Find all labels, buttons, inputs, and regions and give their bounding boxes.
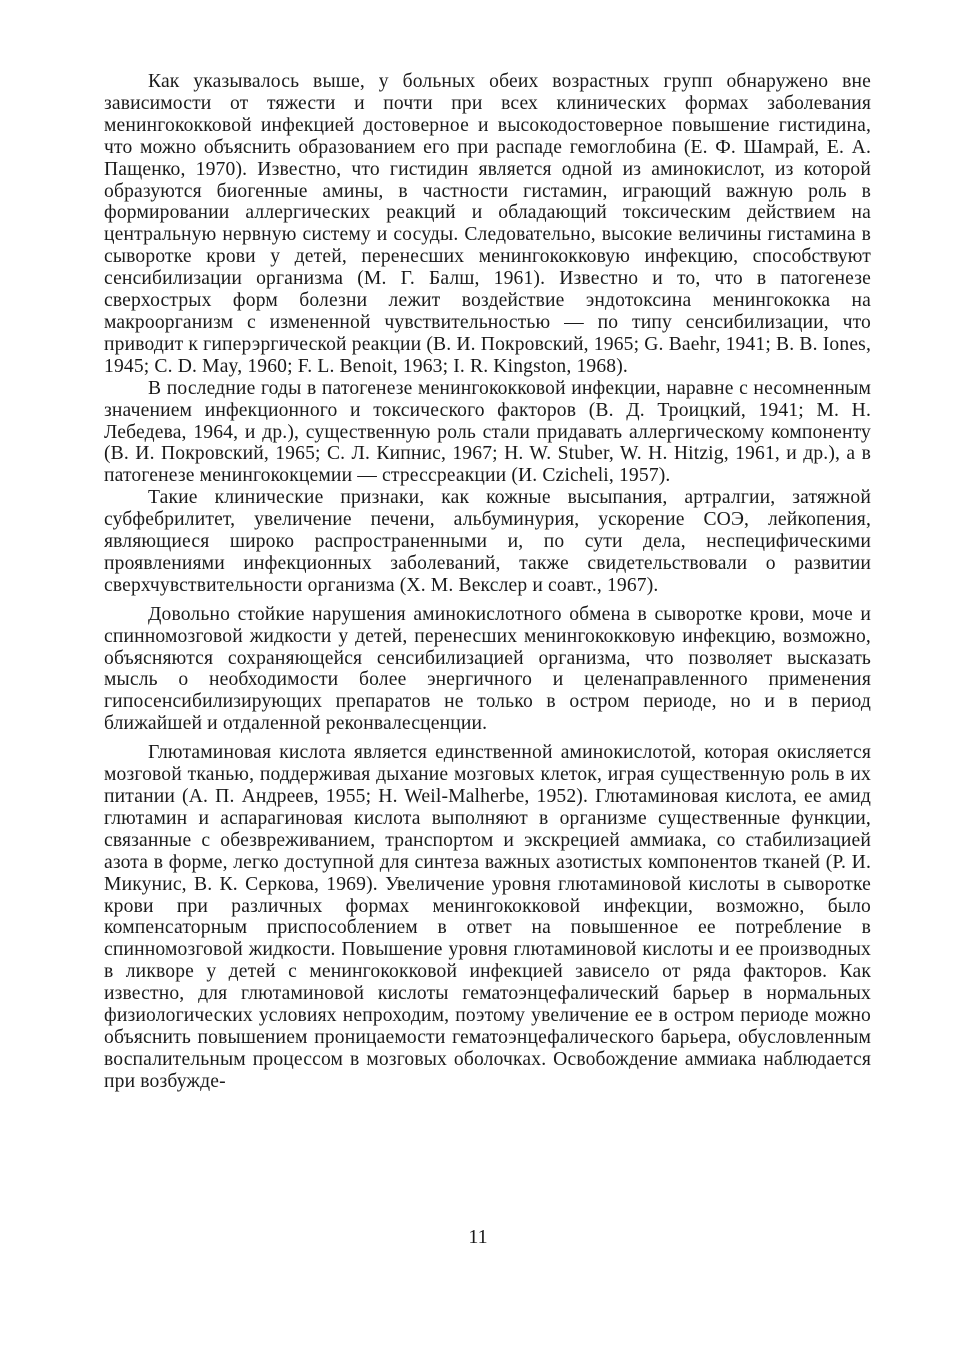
paragraph-pathogenesis: В последние годы в патогенезе менингококковой инфекции, наравне с несомненным значением инфекционного и токсического факторов (В. Д. Троицкий, 1941; М. Н. Лебедева, 1964, и др.), существенную роль стали придавать аллергическому компоненту (В. И. Покровский, 1965; С. Л. Кипнис, 1967; H. W. Stuber, W. H. Hitzig, 1961, и др.), а в патогенезе менингококцемии — стрессреакции (И. Czicheli, 1957). (104, 377, 871, 487)
paragraph-histidine: Как указывалось выше, у больных обеих возрастных групп обнаружено вне зависимости от тяжести и почти при всех клинических формах заболевания менингококковой инфекцией достоверное и высокодостоверное повышение гистидина, что можно объяснить образованием его при распаде гемоглобина (Е. Ф. Шамрай, Е. А. Пащенко, 1970). Известно, что гистидин является одной из аминокислот, из которой образуются биогенные амины, в частности гистамин, играющий важную роль в формировании аллергических реакций и обладающий токсическим действием на центральную нервную систему и сосуды. Следовательно, высокие величины гистамина в сыворотке крови у детей, перенесших менингококковую инфекцию, способствуют сенсибилизации организма (М. Г. Балш, 1961). Известно и то, что в патогенезе сверхострых форм болезни лежит воздействие эндотоксина менингококка на макроорганизм с измененной чувствительностью — по типу сенсибилизации, что приводит к гиперэргической реакции (В. И. Покровский, 1965; G. Baehr, 1941; B. B. Iones, 1945; C. D. May, 1960; F. L. Benoit, 1963; I. R. Kingston, 1968). (104, 71, 871, 377)
page-number: 11 (468, 1226, 488, 1248)
body-text (104, 71, 871, 1093)
paragraph-glutamic-acid: Глютаминовая кислота является единственной аминокислотой, которая окисляется мозговой тканью, поддерживая дыхание мозговых клеток, играя существенную роль в их питании (А. П. Андреев, 1955; H. Weil-Malherbe, 1952). Глютаминовая кислота, ее амид глютамин и аспарагиновая кислота выполняют в организме существенные функции, связанные с обезвреживанием, транспортом и экскрецией аммиака, со стабилизацией азота в форме, легко доступной для синтеза важных азотистых компонентов тканей (Р. И. Микунис, В. К. Серкова, 1969). Увеличение уровня глютаминовой кислоты в сыворотке крови при различных формах менингококковой инфекции, возможно, было компенсаторным приспособлением в ответ на повышенное ее потребление в спинномозговой жидкости. Повышение уровня глютаминовой кислоты и ее производных в ликворе у детей с менингококковой инфекцией зависело от ряда факторов. Как известно, для глютаминовой кислоты гематоэнцефалический барьер в нормальных физиологических условиях непроходим, поэтому увеличение ее в остром периоде можно объяснить повышением проницаемости гематоэнцефалического барьера, обусловленным воспалительным процессом в мозговых оболочках. Освобождение аммиака наблюдается при возбужде- (104, 742, 871, 1092)
paragraph-clinical-signs: Такие клинические признаки, как кожные высыпания, артралгии, затяжной субфебрилитет, увеличение печени, альбуминурия, ускорение СОЭ, лейкопения, являющиеся широко распространенными и, по сути дела, неспецифическими проявлениями инфекционных заболеваний, также свидетельствовали о развитии сверхчувствительности организма (Х. М. Векслер и соавт., 1967). (104, 487, 871, 596)
paragraph-amino-acid-metabolism: Довольно стойкие нарушения аминокислотного обмена в сыворотке крови, моче и спинномозговой жидкости у детей, перенесших менингококковую инфекцию, возможно, объясняются сохраняющейся сенсибилизацией организма, что позволяет высказать мысль о необходимости более энергичного и целенаправленного применения гипосенсибилизирующих препаратов не только в остром периоде, но и в период ближайшей и отдаленной реконвалесценции. (104, 603, 871, 735)
